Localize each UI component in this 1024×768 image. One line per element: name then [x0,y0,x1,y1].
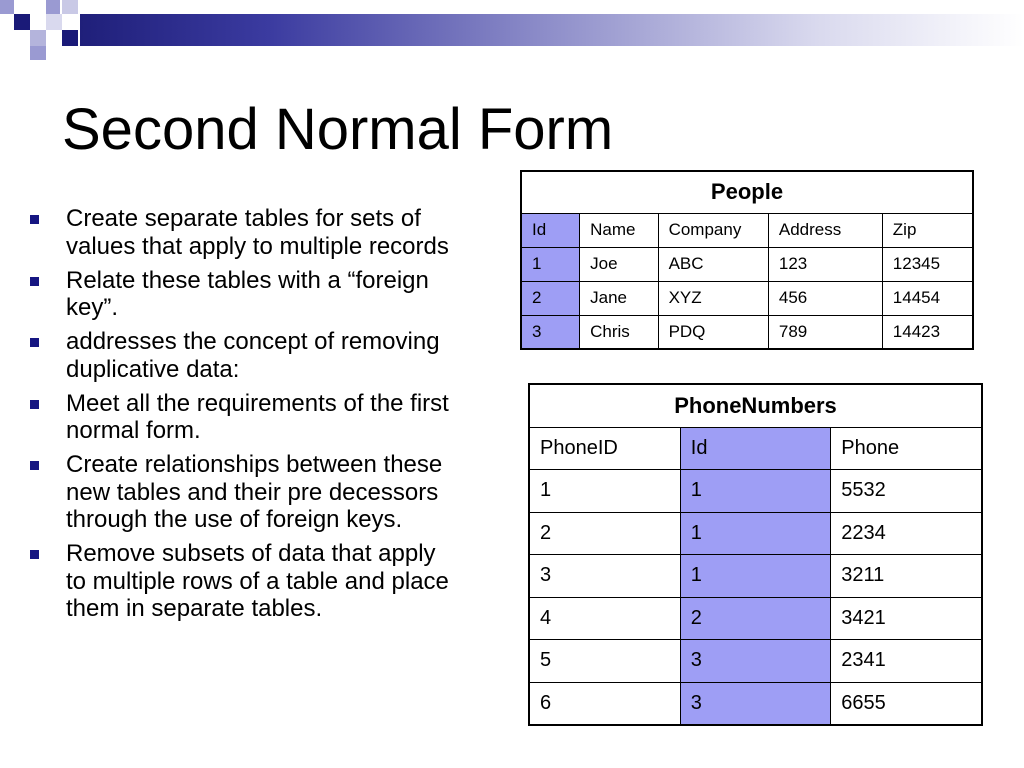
decorative-square [0,0,14,14]
phone-numbers-table-cell: 3 [680,682,831,725]
square-bullet-icon [30,215,39,224]
decorative-square [62,0,78,14]
phone-numbers-table-caption-row [529,384,982,427]
phone-numbers-table-cell: 3211 [831,555,982,598]
bullet-text-line: Create separate tables for sets of [66,205,421,232]
people-table-caption: People [521,171,973,213]
phone-numbers-table-row [529,640,982,683]
bullet-item [30,328,520,383]
phone-numbers-table-cell: 1 [529,470,680,513]
phone-numbers-table-cell: 2234 [831,512,982,555]
bullet-text-line: Remove subsets of data that apply [66,540,436,567]
phone-numbers-table-cell: 5532 [831,470,982,513]
phone-numbers-table-cell: 6655 [831,682,982,725]
phone-numbers-table-cell: 2 [680,597,831,640]
phone-numbers-table-cell: 1 [680,470,831,513]
bullet-text-line: them in separate tables. [66,595,323,622]
phone-numbers-table-header-cell: Phone [831,427,982,470]
square-bullet-icon [30,400,39,409]
phone-numbers-table-cell: 1 [680,555,831,598]
people-table-cell: ABC [658,247,768,281]
people-table-cell: Chris [580,315,658,349]
square-bullet-icon [30,277,39,286]
bullet-text-line: key”. [66,294,119,321]
bullet-text-line: to multiple rows of a table and place [66,567,449,595]
decorative-square [62,30,78,46]
phone-numbers-table-row [529,555,982,598]
phone-numbers-table-header-row [529,427,982,470]
decorative-square [30,46,46,60]
bullet-text-line: Create relationships between these [66,451,443,478]
people-table [520,170,974,350]
people-table-cell: Jane [580,281,658,315]
square-bullet-icon [30,461,39,470]
bullet-text-line: new tables and their pre decessors [66,478,439,506]
bullet-text-line: through the use of foreign keys. [66,506,403,533]
people-table-cell: 12345 [882,247,973,281]
people-table-header-row [521,213,973,247]
people-table-header-cell: Zip [882,213,973,247]
people-table-header-cell: Id [521,213,580,247]
people-table-cell: 123 [768,247,882,281]
people-table-cell: XYZ [658,281,768,315]
people-table-cell: 14454 [882,281,973,315]
phone-numbers-table [528,383,983,726]
bullet-text-line: values that apply to multiple records [66,232,449,260]
people-table-cell: 3 [521,315,580,349]
people-table-cell: 1 [521,247,580,281]
people-table-cell: 789 [768,315,882,349]
bullet-item [30,540,520,623]
bullet-list [30,205,520,629]
phone-numbers-table-cell: 3421 [831,597,982,640]
phone-numbers-table-caption: PhoneNumbers [529,384,982,427]
people-table-header-cell: Name [580,213,658,247]
phone-numbers-table-cell: 2 [529,512,680,555]
square-bullet-icon [30,550,39,559]
people-table-cell: PDQ [658,315,768,349]
bullet-item [30,390,520,445]
people-table-header-cell: Company [658,213,768,247]
bullet-text-line: Relate these tables with a “foreign [66,266,429,294]
square-bullet-icon [30,338,39,347]
decorative-square [30,30,46,46]
phone-numbers-table-cell: 3 [529,555,680,598]
bullet-item [30,205,520,260]
people-table-row [521,247,973,281]
bullet-text-line: duplicative data: [66,355,240,383]
bullet-text-line: Meet all the requirements of the first [66,389,449,417]
phone-numbers-table-row [529,470,982,513]
phone-numbers-table-cell: 1 [680,512,831,555]
people-table-row [521,315,973,349]
bullet-item [30,451,520,534]
phone-numbers-table-row [529,512,982,555]
phone-numbers-table-cell: 2341 [831,640,982,683]
phone-numbers-table-cell: 3 [680,640,831,683]
phone-numbers-table-row [529,597,982,640]
decorative-square [14,14,30,30]
decorative-square [46,14,62,30]
people-table-row [521,281,973,315]
header-gradient-bar [80,14,1024,46]
bullet-item [30,267,520,322]
phone-numbers-table-row [529,682,982,725]
people-table-cell: 2 [521,281,580,315]
bullet-text-line: addresses the concept of removing [66,328,440,355]
people-table-header-cell: Address [768,213,882,247]
bullet-text-line: normal form. [66,417,201,444]
slide-title: Second Normal Form [62,97,614,162]
phone-numbers-table-header-cell: PhoneID [529,427,680,470]
people-table-cell: 14423 [882,315,973,349]
phone-numbers-table-header-cell: Id [680,427,831,470]
people-table-cell: 456 [768,281,882,315]
people-table-cell: Joe [580,247,658,281]
people-table-caption-row [521,171,973,213]
phone-numbers-table-cell: 5 [529,640,680,683]
phone-numbers-table-cell: 4 [529,597,680,640]
decorative-square [46,0,60,14]
phone-numbers-table-cell: 6 [529,682,680,725]
